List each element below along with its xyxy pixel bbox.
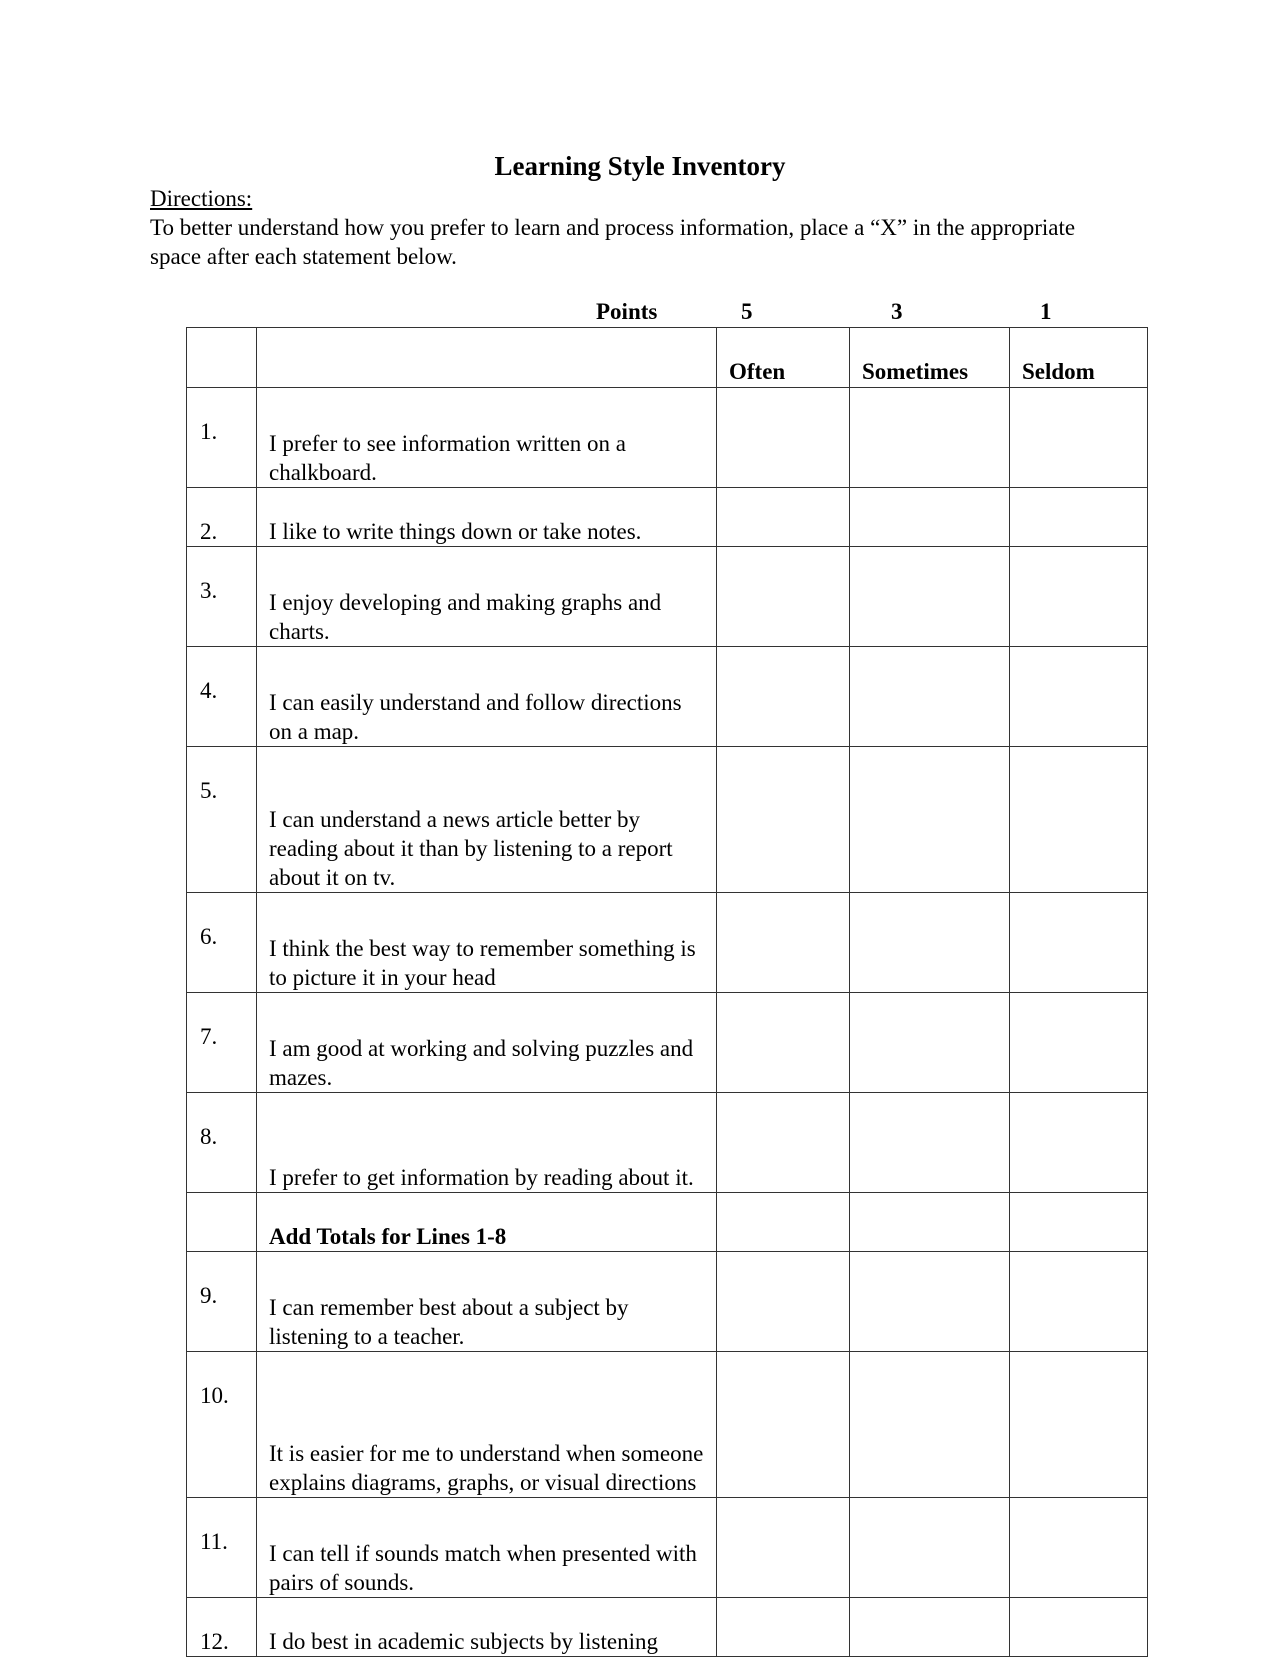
row-number: 9. [187,1252,257,1352]
table-row [187,488,1148,547]
table-row [187,893,1148,993]
row-number: 8. [187,1093,257,1193]
points-sometimes: 3 [891,299,903,324]
row-number: 3. [187,547,257,647]
sometimes-checkbox[interactable] [850,893,1010,993]
totals-label: Add Totals for Lines 1-8 [257,1193,717,1252]
table-header-row [187,328,1148,388]
table-row [187,1498,1148,1598]
totals-row [187,1193,1148,1252]
row-statement: I can understand a news article better by reading about it than by listening to a report about it on tv. [257,747,717,893]
header-often: Often [717,328,850,388]
sometimes-checkbox[interactable] [850,1252,1010,1352]
sometimes-checkbox[interactable] [850,388,1010,488]
directions-text: To better understand how you prefer to learn and process information, place a “X” in the appropriate space after each statement below. [150,215,1076,269]
row-statement: I am good at working and solving puzzles and mazes. [257,993,717,1093]
table-row [187,747,1148,893]
row-statement: I can remember best about a subject by listening to a teacher. [257,1252,717,1352]
seldom-checkbox[interactable] [1010,547,1148,647]
row-number: 6. [187,893,257,993]
often-checkbox[interactable] [717,1352,850,1498]
table-row [187,547,1148,647]
row-number: 11. [187,1498,257,1598]
sometimes-checkbox[interactable] [850,488,1010,547]
row-statement: I enjoy developing and making graphs and charts. [257,547,717,647]
row-statement: I prefer to see information written on a chalkboard. [257,388,717,488]
often-checkbox[interactable] [717,747,850,893]
row-statement: I can easily understand and follow directions on a map. [257,647,717,747]
row-number: 12. [187,1598,257,1657]
row-number: 4. [187,647,257,747]
table-row [187,1352,1148,1498]
seldom-total-cell[interactable] [1010,1193,1148,1252]
header-sometimes: Sometimes [850,328,1010,388]
table-row [187,647,1148,747]
sometimes-checkbox[interactable] [850,747,1010,893]
often-checkbox[interactable] [717,547,850,647]
table-row [187,1252,1148,1352]
sometimes-checkbox[interactable] [850,1352,1010,1498]
row-statement: It is easier for me to understand when someone explains diagrams, graphs, or visual directions [257,1352,717,1498]
often-checkbox[interactable] [717,488,850,547]
row-statement: I can tell if sounds match when presented with pairs of sounds. [257,1498,717,1598]
sometimes-checkbox[interactable] [850,547,1010,647]
sometimes-checkbox[interactable] [850,1598,1010,1657]
seldom-checkbox[interactable] [1010,647,1148,747]
row-number [187,1193,257,1252]
directions-label: Directions: [150,186,253,211]
page-title: Learning Style Inventory [494,151,786,181]
seldom-checkbox[interactable] [1010,1252,1148,1352]
sometimes-checkbox[interactable] [850,993,1010,1093]
header-number-cell [187,328,257,388]
often-total-cell[interactable] [717,1193,850,1252]
sometimes-checkbox[interactable] [850,647,1010,747]
often-checkbox[interactable] [717,647,850,747]
row-statement: I think the best way to remember something is to picture it in your head [257,893,717,993]
points-seldom: 1 [1040,299,1052,324]
seldom-checkbox[interactable] [1010,893,1148,993]
points-often: 5 [741,299,753,324]
sometimes-total-cell[interactable] [850,1193,1010,1252]
seldom-checkbox[interactable] [1010,1352,1148,1498]
often-checkbox[interactable] [717,1598,850,1657]
often-checkbox[interactable] [717,388,850,488]
header-seldom: Seldom [1010,328,1148,388]
table-row [187,388,1148,488]
row-number: 1. [187,388,257,488]
row-number: 5. [187,747,257,893]
seldom-checkbox[interactable] [1010,488,1148,547]
seldom-checkbox[interactable] [1010,1598,1148,1657]
table-row [187,1093,1148,1193]
often-checkbox[interactable] [717,993,850,1093]
row-statement: I do best in academic subjects by listening [257,1598,717,1657]
often-checkbox[interactable] [717,1093,850,1193]
often-checkbox[interactable] [717,1252,850,1352]
row-number: 2. [187,488,257,547]
sometimes-checkbox[interactable] [850,1498,1010,1598]
often-checkbox[interactable] [717,893,850,993]
points-label: Points [596,299,658,324]
seldom-checkbox[interactable] [1010,388,1148,488]
row-number: 10. [187,1352,257,1498]
table-row [187,1598,1148,1657]
seldom-checkbox[interactable] [1010,993,1148,1093]
sometimes-checkbox[interactable] [850,1093,1010,1193]
row-statement: I like to write things down or take notes. [257,488,717,547]
seldom-checkbox[interactable] [1010,747,1148,893]
seldom-checkbox[interactable] [1010,1498,1148,1598]
row-statement: I prefer to get information by reading about it. [257,1093,717,1193]
often-checkbox[interactable] [717,1498,850,1598]
seldom-checkbox[interactable] [1010,1093,1148,1193]
header-statement-cell [257,328,717,388]
row-number: 7. [187,993,257,1093]
inventory-table [186,327,1148,1657]
table-row [187,993,1148,1093]
